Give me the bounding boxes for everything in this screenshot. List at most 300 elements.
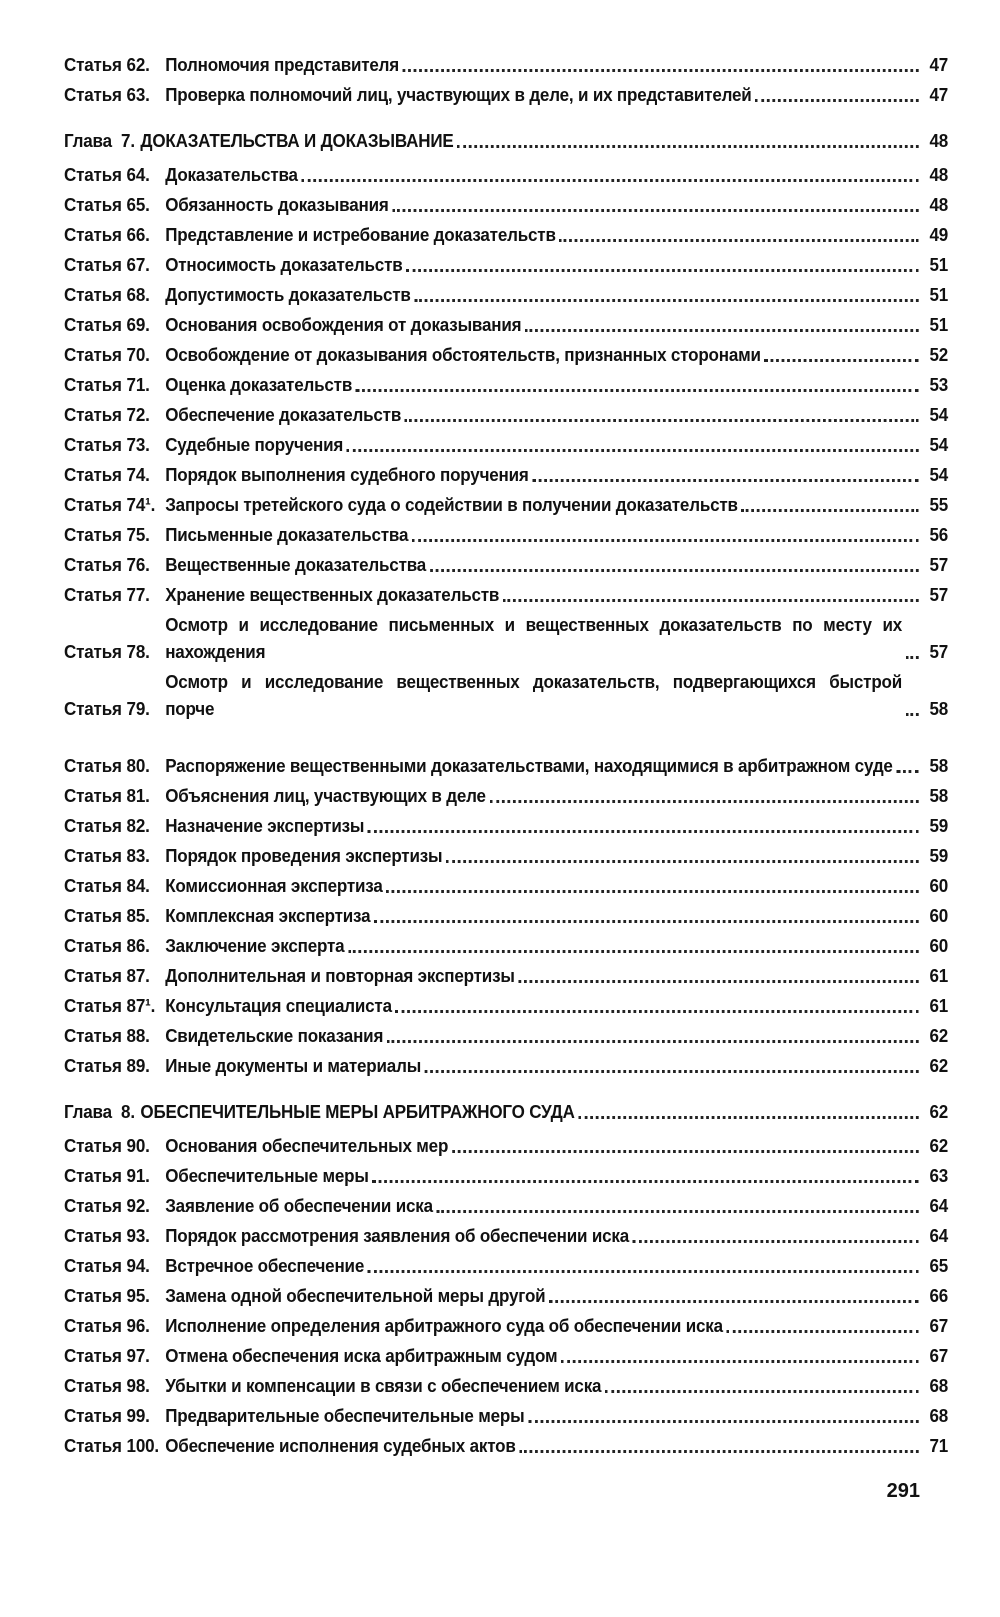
entry-title-wrap xyxy=(165,582,922,609)
entry-title: Осмотр и исследование письменных и вещественных доказательств по месту их нахождения xyxy=(165,614,903,662)
entry-kind: Статья xyxy=(64,1344,122,1366)
dot-leader xyxy=(403,69,919,72)
entry-number: 73. xyxy=(126,433,150,455)
entry-number: 84. xyxy=(126,874,150,896)
entry-number: 91. xyxy=(126,1164,150,1186)
entry-kind: Статья xyxy=(64,1024,122,1046)
entry-kind: Статья xyxy=(64,1434,122,1456)
entry-title-wrap xyxy=(165,192,922,219)
toc-article-entry xyxy=(64,48,948,78)
toc-article-entry xyxy=(64,1309,948,1339)
entry-number: 8. xyxy=(121,1100,135,1122)
entry-page: 58 xyxy=(929,784,949,806)
entry-title: Комиссионная экспертиза xyxy=(165,874,383,896)
entry-title-wrap xyxy=(165,1433,922,1460)
entry-title: Порядок проведения экспертизы xyxy=(165,844,443,866)
entry-page: 47 xyxy=(929,53,949,75)
entry-number: 63. xyxy=(126,83,150,105)
entry-page: 54 xyxy=(929,433,949,455)
dot-leader xyxy=(906,713,919,716)
dot-leader xyxy=(503,599,919,602)
entry-page: 48 xyxy=(929,129,949,151)
entry-number: 72. xyxy=(126,403,150,425)
dot-leader xyxy=(452,1150,919,1153)
entry-number: 90. xyxy=(126,1134,150,1156)
entry-title: Обеспечение исполнения судебных актов xyxy=(165,1434,516,1456)
entry-kind: Статья xyxy=(64,433,122,455)
toc-article-entry xyxy=(64,1369,948,1399)
entry-page: 48 xyxy=(929,193,949,215)
dot-leader xyxy=(425,1070,919,1073)
entry-title: Проверка полномочий лиц, участвующих в деле, и их представителей xyxy=(165,83,752,105)
toc-article-entry xyxy=(64,959,948,989)
entry-page: 60 xyxy=(929,934,949,956)
entry-number: 85. xyxy=(126,904,150,926)
entry-kind: Статья xyxy=(64,193,122,215)
entry-title: Обеспечительные меры xyxy=(165,1164,369,1186)
entry-title: Свидетельские показания xyxy=(165,1024,384,1046)
entry-number: 88. xyxy=(126,1024,150,1046)
toc-article-entry xyxy=(64,1049,948,1079)
entry-page: 61 xyxy=(929,994,949,1016)
entry-number: 68. xyxy=(126,283,150,305)
entry-page: 67 xyxy=(929,1314,949,1336)
dot-leader xyxy=(528,1420,918,1423)
entry-title-wrap xyxy=(165,1163,922,1190)
toc-article-entry xyxy=(64,458,948,488)
dot-leader xyxy=(368,1270,919,1273)
entry-number: 64. xyxy=(126,163,150,185)
entry-title-wrap xyxy=(140,1099,922,1126)
entry-page: 60 xyxy=(929,904,949,926)
entry-number: 78. xyxy=(126,640,150,662)
entry-kind: Глава xyxy=(64,129,112,151)
entry-kind: Статья xyxy=(64,1314,122,1336)
entry-page: 66 xyxy=(929,1284,949,1306)
entry-title-wrap xyxy=(165,282,922,309)
entry-kind: Статья xyxy=(64,1374,122,1396)
entry-title-wrap xyxy=(165,813,922,840)
entry-kind: Статья xyxy=(64,844,122,866)
entry-title: Обязанность доказывания xyxy=(165,193,389,215)
toc-article-entry xyxy=(64,869,948,899)
entry-kind: Статья xyxy=(64,403,122,425)
entry-title: Основания освобождения от доказывания xyxy=(165,313,522,335)
entry-page: 67 xyxy=(929,1344,949,1366)
dot-leader xyxy=(457,145,918,148)
entry-title-wrap xyxy=(165,933,922,960)
entry-page: 64 xyxy=(929,1224,949,1246)
entry-title: Дополнительная и повторная экспертизы xyxy=(165,964,515,986)
entry-title: Предварительные обеспечительные меры xyxy=(165,1404,525,1426)
toc-article-entry xyxy=(64,665,948,722)
entry-kind: Статья xyxy=(64,814,122,836)
dot-leader xyxy=(525,329,919,332)
entry-page: 56 xyxy=(929,523,949,545)
toc-article-entry xyxy=(64,158,948,188)
dot-leader xyxy=(430,569,919,572)
entry-title-wrap xyxy=(165,753,922,780)
entry-title-wrap xyxy=(165,432,922,459)
entry-title: Порядок выполнения судебного поручения xyxy=(165,463,529,485)
entry-title-wrap xyxy=(165,1053,922,1080)
entry-title: Назначение экспертизы xyxy=(165,814,365,836)
toc-article-entry xyxy=(64,518,948,548)
dot-leader xyxy=(374,920,919,923)
toc-article-entry xyxy=(64,428,948,458)
entry-number: 95. xyxy=(126,1284,150,1306)
entry-number: 70. xyxy=(126,343,150,365)
entry-number: 87. xyxy=(126,964,150,986)
toc-article-entry xyxy=(64,308,948,338)
entry-title: Судебные поручения xyxy=(165,433,344,455)
dot-leader xyxy=(368,830,919,833)
entry-kind: Статья xyxy=(64,53,122,75)
entry-kind: Статья xyxy=(64,1134,122,1156)
entry-title-wrap xyxy=(165,372,922,399)
entry-page: 71 xyxy=(929,1434,949,1456)
entry-title-wrap xyxy=(165,1283,922,1310)
dot-leader xyxy=(755,99,918,102)
toc-article-entry xyxy=(64,398,948,428)
entry-title: Полномочия представителя xyxy=(165,53,400,75)
entry-number: 77. xyxy=(126,583,150,605)
toc-article-entry xyxy=(64,1429,948,1459)
entry-kind: Глава xyxy=(64,1100,112,1122)
dot-leader xyxy=(405,419,919,422)
toc-article-entry xyxy=(64,1219,948,1249)
dot-leader xyxy=(372,1180,918,1183)
toc-article-entry xyxy=(64,1019,948,1049)
entry-page: 55 xyxy=(929,493,949,515)
entry-number: 89. xyxy=(126,1054,150,1076)
entry-page: 62 xyxy=(929,1024,949,1046)
toc-article-entry xyxy=(64,218,948,248)
entry-number: 83. xyxy=(126,844,150,866)
dot-leader xyxy=(559,239,918,242)
dot-leader xyxy=(446,860,919,863)
entry-page: 64 xyxy=(929,1194,949,1216)
toc-article-entry xyxy=(64,368,948,398)
entry-title-wrap xyxy=(165,1133,922,1160)
entry-title-wrap xyxy=(165,492,922,519)
toc-article-entry xyxy=(64,188,948,218)
entry-title: Объяснения лиц, участвующих в деле xyxy=(165,784,486,806)
entry-page: 52 xyxy=(929,343,949,365)
entry-title-wrap xyxy=(165,1343,922,1370)
entry-title-wrap xyxy=(165,1253,922,1280)
toc-article-entry xyxy=(64,278,948,308)
toc-article-entry xyxy=(64,1159,948,1189)
entry-title: Осмотр и исследование вещественных доказательств, подвергающихся быстрой порче xyxy=(165,671,903,719)
dot-leader xyxy=(906,656,919,659)
entry-kind: Статья xyxy=(64,493,122,515)
entry-number: 87¹. xyxy=(126,994,156,1016)
entry-number: 74. xyxy=(126,463,150,485)
dot-leader xyxy=(302,179,919,182)
entry-page: 63 xyxy=(929,1164,949,1186)
entry-number: 67. xyxy=(126,253,150,275)
toc-article-entry xyxy=(64,78,948,108)
entry-page: 47 xyxy=(929,83,949,105)
entry-kind: Статья xyxy=(64,523,122,545)
entry-kind: Статья xyxy=(64,934,122,956)
entry-title-wrap xyxy=(165,222,922,249)
toc-article-entry xyxy=(64,578,948,608)
entry-title-wrap xyxy=(165,552,922,579)
entry-title-wrap xyxy=(165,669,922,722)
toc-article-entry xyxy=(64,338,948,368)
entry-number: 94. xyxy=(126,1254,150,1276)
toc-article-entry xyxy=(64,1339,948,1369)
entry-kind: Статья xyxy=(64,754,122,776)
entry-number: 79. xyxy=(126,697,150,719)
entry-title: Отмена обеспечения иска арбитражным судом xyxy=(165,1344,558,1366)
toc-article-entry xyxy=(64,839,948,869)
entry-kind: Статья xyxy=(64,1054,122,1076)
entry-page: 57 xyxy=(929,583,949,605)
entry-title-wrap xyxy=(165,522,922,549)
table-of-contents xyxy=(64,48,948,1459)
entry-title: Заключение эксперта xyxy=(165,934,345,956)
dot-leader xyxy=(549,1300,918,1303)
dot-leader xyxy=(387,1040,919,1043)
toc-chapter-entry xyxy=(64,124,948,154)
toc-article-entry xyxy=(64,1189,948,1219)
entry-title: Консультация специалиста xyxy=(165,994,392,1016)
entry-title-wrap xyxy=(165,963,922,990)
entry-title: Письменные доказательства xyxy=(165,523,409,545)
entry-kind: Статья xyxy=(64,1254,122,1276)
entry-title-wrap xyxy=(165,1403,922,1430)
entry-title: Встречное обеспечение xyxy=(165,1254,365,1276)
entry-title-wrap xyxy=(165,783,922,810)
entry-kind: Статья xyxy=(64,343,122,365)
entry-title-wrap xyxy=(165,342,922,369)
dot-leader xyxy=(518,980,918,983)
entry-kind: Статья xyxy=(64,373,122,395)
toc-article-entry xyxy=(64,1129,948,1159)
entry-title-wrap xyxy=(165,1023,922,1050)
entry-title: Вещественные доказательства xyxy=(165,553,427,575)
entry-title: Освобождение от доказывания обстоятельств, признанных сторонами xyxy=(165,343,761,365)
entry-title: Доказательства xyxy=(165,163,298,185)
entry-title: Допустимость доказательств xyxy=(165,283,411,305)
entry-page: 51 xyxy=(929,313,949,335)
entry-title: Распоряжение вещественными доказательствами, находящимися в арбитражном суде xyxy=(165,754,893,776)
entry-title: Комплексная экспертиза xyxy=(165,904,371,926)
entry-title-wrap xyxy=(165,1313,922,1340)
entry-title: Относимость доказательств xyxy=(165,253,403,275)
entry-title-wrap xyxy=(165,1223,922,1250)
entry-page: 49 xyxy=(929,223,949,245)
dot-leader xyxy=(392,209,918,212)
entry-page: 60 xyxy=(929,874,949,896)
entry-kind: Статья xyxy=(64,697,122,719)
entry-page: 51 xyxy=(929,253,949,275)
entry-number: 69. xyxy=(126,313,150,335)
entry-title: Убытки и компенсации в связи с обеспечением иска xyxy=(165,1374,602,1396)
entry-number: 82. xyxy=(126,814,150,836)
entry-title-wrap xyxy=(165,462,922,489)
entry-page: 61 xyxy=(929,964,949,986)
dot-leader xyxy=(348,950,918,953)
entry-title: Хранение вещественных доказательств xyxy=(165,583,500,605)
entry-title: Основания обеспечительных мер xyxy=(165,1134,449,1156)
toc-article-entry xyxy=(64,929,948,959)
toc-article-entry xyxy=(64,488,948,518)
entry-number: 76. xyxy=(126,553,150,575)
entry-page: 59 xyxy=(929,844,949,866)
entry-title: Порядок рассмотрения заявления об обеспечении иска xyxy=(165,1224,630,1246)
dot-leader xyxy=(347,449,919,452)
page-number: 291 xyxy=(886,1480,920,1502)
toc-article-entry xyxy=(64,722,948,779)
entry-title-wrap xyxy=(165,252,922,279)
dot-leader xyxy=(633,1240,919,1243)
entry-kind: Статья xyxy=(64,964,122,986)
toc-article-entry xyxy=(64,608,948,665)
toc-chapter-entry xyxy=(64,1095,948,1125)
entry-page: 58 xyxy=(929,754,949,776)
entry-number: 96. xyxy=(126,1314,150,1336)
entry-title-wrap xyxy=(165,612,922,665)
entry-kind: Статья xyxy=(64,1224,122,1246)
entry-kind: Статья xyxy=(64,83,122,105)
dot-leader xyxy=(578,1116,918,1119)
entry-page: 57 xyxy=(929,553,949,575)
toc-article-entry xyxy=(64,248,948,278)
entry-number: 92. xyxy=(126,1194,150,1216)
dot-leader xyxy=(386,890,918,893)
entry-number: 65. xyxy=(126,193,150,215)
entry-kind: Статья xyxy=(64,463,122,485)
dot-leader xyxy=(532,479,918,482)
entry-kind: Статья xyxy=(64,223,122,245)
entry-title: Заявление об обеспечении иска xyxy=(165,1194,433,1216)
dot-leader xyxy=(742,509,919,512)
entry-page: 68 xyxy=(929,1374,949,1396)
entry-kind: Статья xyxy=(64,874,122,896)
entry-kind: Статья xyxy=(64,253,122,275)
entry-number: 75. xyxy=(126,523,150,545)
entry-page: 59 xyxy=(929,814,949,836)
dot-leader xyxy=(396,1010,919,1013)
entry-page: 58 xyxy=(929,697,949,719)
entry-number: 97. xyxy=(126,1344,150,1366)
entry-kind: Статья xyxy=(64,553,122,575)
dot-leader xyxy=(437,1210,919,1213)
entry-kind: Статья xyxy=(64,1404,122,1426)
entry-page: 62 xyxy=(929,1134,949,1156)
entry-page: 62 xyxy=(929,1100,949,1122)
entry-number: 62. xyxy=(126,53,150,75)
entry-kind: Статья xyxy=(64,784,122,806)
dot-leader xyxy=(406,269,918,272)
toc-article-entry xyxy=(64,1279,948,1309)
toc-article-entry xyxy=(64,899,948,929)
entry-number: 99. xyxy=(126,1404,150,1426)
entry-number: 71. xyxy=(126,373,150,395)
entry-page: 53 xyxy=(929,373,949,395)
entry-title-wrap xyxy=(165,312,922,339)
entry-kind: Статья xyxy=(64,640,122,662)
entry-kind: Статья xyxy=(64,283,122,305)
entry-title: Запросы третейского суда о содействии в получении доказательств xyxy=(165,493,738,515)
dot-leader xyxy=(414,299,918,302)
entry-title-wrap xyxy=(165,843,922,870)
toc-article-entry xyxy=(64,779,948,809)
toc-article-entry xyxy=(64,548,948,578)
entry-number: 98. xyxy=(126,1374,150,1396)
entry-title-wrap xyxy=(165,162,922,189)
dot-leader xyxy=(519,1450,918,1453)
entry-title-wrap xyxy=(165,1193,922,1220)
entry-kind: Статья xyxy=(64,994,122,1016)
entry-title-wrap xyxy=(165,1373,922,1400)
toc-article-entry xyxy=(64,989,948,1019)
entry-title-wrap xyxy=(165,52,922,79)
entry-title: Оценка доказательств xyxy=(165,373,353,395)
entry-kind: Статья xyxy=(64,904,122,926)
entry-title-wrap xyxy=(165,402,922,429)
dot-leader xyxy=(490,800,919,803)
entry-kind: Статья xyxy=(64,313,122,335)
entry-title-wrap xyxy=(165,873,922,900)
entry-title: Замена одной обеспечительной меры другой xyxy=(165,1284,546,1306)
entry-title-wrap xyxy=(140,128,922,155)
entry-page: 51 xyxy=(929,283,949,305)
entry-number: 86. xyxy=(126,934,150,956)
entry-title-wrap xyxy=(165,82,922,109)
entry-kind: Статья xyxy=(64,1164,122,1186)
entry-page: 68 xyxy=(929,1404,949,1426)
dot-leader xyxy=(412,539,919,542)
entry-number: 81. xyxy=(126,784,150,806)
entry-title: ДОКАЗАТЕЛЬСТВА И ДОКАЗЫВАНИЕ xyxy=(140,129,454,151)
entry-page: 65 xyxy=(929,1254,949,1276)
entry-page: 48 xyxy=(929,163,949,185)
entry-title: Иные документы и материалы xyxy=(165,1054,422,1076)
entry-title: Обеспечение доказательств xyxy=(165,403,402,425)
entry-title-wrap xyxy=(165,903,922,930)
entry-kind: Статья xyxy=(64,1194,122,1216)
entry-kind: Статья xyxy=(64,583,122,605)
dot-leader xyxy=(561,1360,919,1363)
entry-kind: Статья xyxy=(64,1284,122,1306)
entry-number: 74¹. xyxy=(126,493,156,515)
entry-page: 57 xyxy=(929,640,949,662)
toc-article-entry xyxy=(64,1249,948,1279)
entry-page: 54 xyxy=(929,403,949,425)
entry-title: Представление и истребование доказательств xyxy=(165,223,556,245)
entry-page: 62 xyxy=(929,1054,949,1076)
toc-article-entry xyxy=(64,809,948,839)
entry-page: 54 xyxy=(929,463,949,485)
dot-leader xyxy=(727,1330,919,1333)
entry-number: 66. xyxy=(126,223,150,245)
entry-title: Исполнение определения арбитражного суда об обеспечении иска xyxy=(165,1314,723,1336)
toc-article-entry xyxy=(64,1399,948,1429)
dot-leader xyxy=(605,1390,919,1393)
entry-title-wrap xyxy=(165,993,922,1020)
entry-number: 7. xyxy=(121,129,135,151)
dot-leader xyxy=(356,389,919,392)
dot-leader xyxy=(896,770,918,773)
entry-number: 93. xyxy=(126,1224,150,1246)
dot-leader xyxy=(764,359,918,362)
entry-number: 80. xyxy=(126,754,150,776)
